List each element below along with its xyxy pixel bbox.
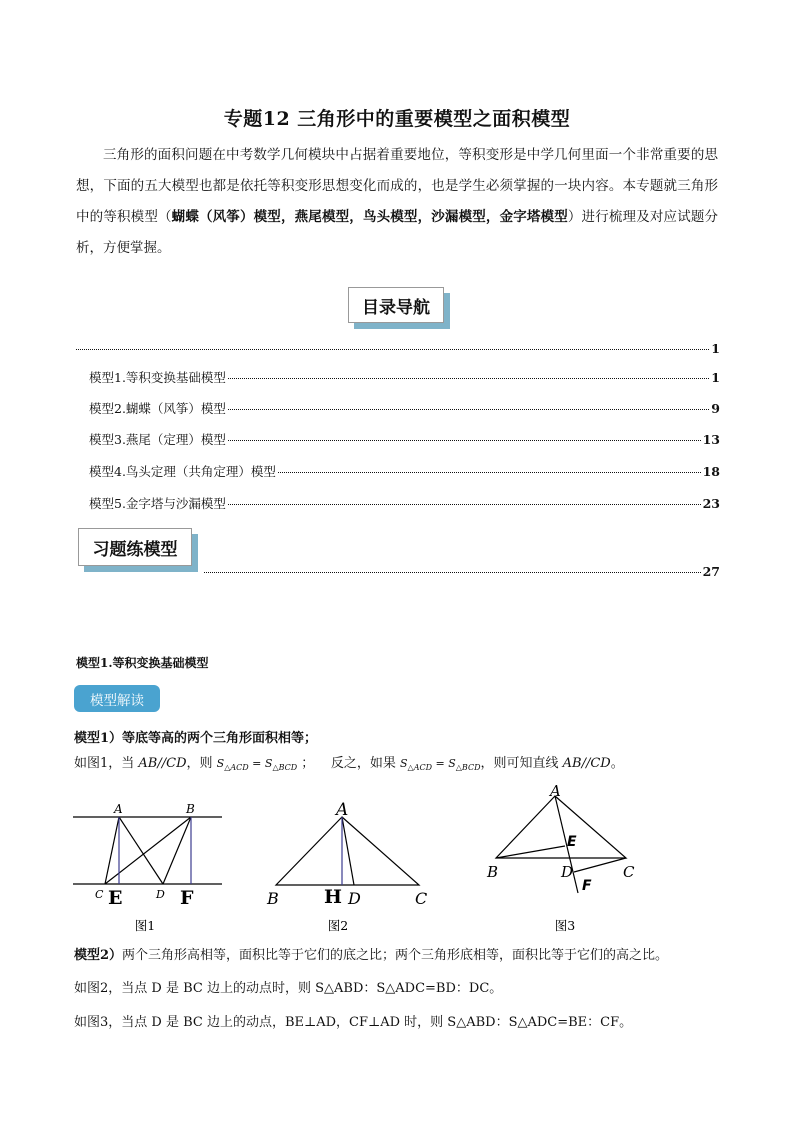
toc-item-page: 23 [702,496,720,511]
toc-page: 27 [702,564,720,579]
model2-text: 两个三角形高相等，面积比等于它们的底之比；两个三角形底相等，面积比等于它们的高之比。 [122,948,669,963]
fig3-explanation: 如图3，当点 D 是 BC 边上的动点，BE⊥AD，CF⊥AD 时，则 S△ABD：S△ADC=BE：CF。 [74,1015,633,1030]
model-reading-pill [74,685,160,712]
fig2-label-d: D [348,889,361,908]
section-heading: 模型1.等积变换基础模型 [76,656,209,670]
page-title: 专题12 三角形中的重要模型之面积模型 [223,108,571,130]
text-segment: ，则可知直线 [480,756,559,771]
toc-item-3[interactable] [89,430,720,448]
fig1-label-d: D [156,888,165,901]
eq: = [248,757,265,770]
toc-nav-box [348,287,444,323]
fig3-label-a: A [550,782,561,800]
toc-dots [228,409,709,410]
fig3-label-f: F [582,878,592,894]
fig1-caption: 图1 [134,918,156,933]
toc-item-page: 13 [702,432,720,447]
pill-label: 模型解读 [90,692,144,709]
fig2-label-a: A [336,800,349,820]
fig2-label-h: H [324,886,342,908]
fig2-explanation: 如图2，当点 D 是 BC 边上的动点时，则 S△ABD：S△ADC=BD：DC。 [74,981,503,996]
fig2-caption: 图2 [327,918,349,933]
model1-fig1-line [74,752,624,772]
figure-2 [276,817,419,885]
math-ab-cd-2: AB//CD [562,756,611,771]
toc-dots [204,572,701,573]
math-ab-cd: AB//CD [138,756,187,771]
intro-bold-models: 蝴蝶（风筝）模型，燕尾模型，鸟头模型，沙漏模型，金字塔模型 [171,209,568,225]
intro-paragraph [76,140,718,264]
toc-item-5[interactable] [89,494,720,512]
text-segment: 如图1，当 [74,756,135,771]
toc-item-page: 18 [702,464,720,479]
toc-item-label: 模型5.金字塔与沙漏模型 [89,496,226,511]
toc-dots [228,504,701,505]
fig3-label-b: B [487,863,499,881]
fig2-label-c: C [415,889,428,908]
model2-lead: 模型2） [74,948,123,963]
text-segment: ； [301,756,315,771]
formula-s-acd: $S_{\triangle ACD}$ [216,757,249,773]
toc-item-page: 9 [711,401,720,416]
toc-item-page: 1 [711,370,720,385]
model1-title: 模型1）等底等高的两个三角形面积相等； [74,731,318,746]
formula-s-acd-2: $S_{\triangle ACD}$ [400,757,433,773]
model2-line [74,944,668,963]
text-segment: 。 [610,756,624,771]
toc-first-line[interactable] [76,341,720,356]
toc-page: 1 [711,341,720,356]
fig3-label-e: E [567,834,577,850]
fig1-label-b: B [186,802,195,816]
fig2-label-b: B [267,889,279,908]
intro-part1: 三角形的面积问题在中考数学几何模块中占据着重要地位，等积变形是中学几何里面一个非常重要的思想，下面的五大模型也都是依托等积变形思想变化而成的，也是学生必须掌握的一块内容。本专题就三角形中的等积模型（ [76,147,718,225]
exercise-label: 习题练模型 [92,539,178,560]
figures-svg [70,780,730,933]
formula-s-bcd-2: $S_{\triangle BCD}$ [448,757,481,773]
eq: = [432,757,449,770]
toc-item-label: 模型2.蝴蝶（风筝）模型 [89,401,226,416]
fig1-label-e: E [108,887,123,909]
toc-exercise-line[interactable] [204,564,720,579]
fig1-label-a: A [114,802,123,816]
toc-item-1[interactable] [89,368,720,386]
fig3-caption: 图3 [554,918,576,933]
toc-dots [278,472,701,473]
text-segment: ，则 [186,756,213,771]
figure-1 [73,817,222,884]
toc-item-4[interactable] [89,462,720,480]
fig1-label-c: C [95,888,104,901]
toc-dots [76,349,709,350]
text-segment: 反之，如果 [330,756,396,771]
toc-item-label: 模型1.等积变换基础模型 [89,370,226,385]
toc-item-label: 模型4.鸟头定理（共角定理）模型 [89,464,276,479]
toc-nav-label: 目录导航 [362,297,430,318]
fig1-label-f: F [180,887,194,909]
fig3-label-d: D [561,863,574,881]
toc-dots [228,378,709,379]
fig3-label-c: C [623,863,635,881]
toc-dots [228,440,701,441]
formula-s-bcd: $S_{\triangle BCD}$ [264,757,298,773]
toc-item-2[interactable] [89,399,720,417]
exercise-box [78,528,192,566]
toc-item-label: 模型3.燕尾（定理）模型 [89,432,226,447]
intro-part2: ）进行梳理及对应试题分析，方便掌握。 [76,209,719,256]
